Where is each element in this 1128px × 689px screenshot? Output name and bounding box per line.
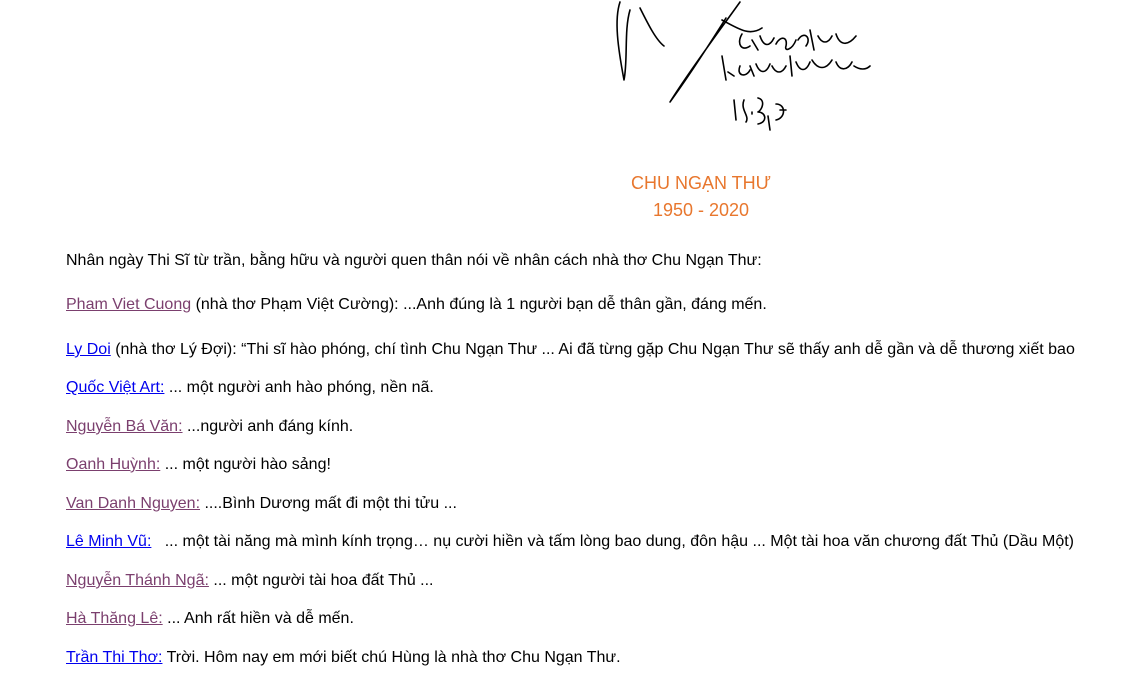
author-link[interactable]: Hà Thăng Lê: (66, 610, 163, 627)
tribute-entry (66, 378, 434, 398)
tribute-text: (nhà thơ Lý Đợi): “Thi sĩ hào phóng, chí tình Chu Ngạn Thư ... Ai đã từng gặp Chu Ngạn Thư sẽ thấy anh dễ gần và dễ thương xiết bao (110, 341, 1075, 358)
intro-text: Nhân ngày Thi Sĩ từ trần, bằng hữu và người quen thân nói về nhân cách nhà thơ Chu Ngạn Thư: (66, 252, 762, 269)
tribute-text: ... một tài năng mà mình kính trọng… nụ cười hiền và tấm lòng bao dung, đôn hậu ... Một tài hoa văn chương đất Thủ (Dầu Một) (151, 533, 1075, 550)
tribute-text: ....Bình Dương mất đi một thi tửu ... (200, 495, 457, 512)
signature-image (600, 0, 890, 140)
tribute-text: ... Anh rất hiền và dễ mến. (162, 610, 354, 627)
tribute-text: ...người anh đáng kính. (182, 418, 354, 435)
author-link[interactable]: Nguyễn Thánh Ngã: (66, 572, 209, 589)
tribute-entry (66, 295, 767, 315)
tribute-entry (66, 609, 354, 629)
tribute-text: ... một người tài hoa đất Thủ ... (208, 572, 434, 589)
tribute-entry (66, 532, 1074, 552)
author-link[interactable]: Van Danh Nguyen: (66, 495, 201, 512)
title-block (540, 170, 862, 224)
tribute-text: Trời. Hôm nay em mới biết chú Hùng là nhà thơ Chu Ngạn Thư. (162, 649, 621, 666)
author-link[interactable]: Pham Viet Cuong (66, 296, 192, 313)
tribute-entry (66, 571, 434, 591)
tribute-entry (66, 494, 457, 514)
author-link[interactable]: Lê Minh Vũ: (66, 533, 152, 550)
poet-name: CHU NGẠN THƯ (630, 173, 772, 193)
tribute-text: (nhà thơ Phạm Việt Cường): ...Anh đúng là 1 người bạn dễ thân gần, đáng mến. (191, 296, 767, 313)
author-link[interactable]: Oanh Huỳnh: (66, 456, 161, 473)
tribute-text: ... một người hào sảng! (160, 456, 331, 473)
signature-icon (600, 0, 890, 140)
poet-years: 1950 - 2020 (652, 200, 750, 220)
author-link[interactable]: Quốc Việt Art: (66, 379, 165, 396)
tribute-entry (66, 648, 621, 668)
tribute-text: ... một người anh hào phóng, nền nã. (164, 379, 434, 396)
tribute-entry (66, 417, 353, 437)
author-link[interactable]: Ly Doi (66, 341, 111, 358)
author-link[interactable]: Nguyễn Bá Văn: (66, 418, 183, 435)
author-link[interactable]: Trần Thi Thơ: (66, 649, 163, 666)
tribute-entry (66, 455, 331, 475)
tribute-entry (66, 340, 1075, 360)
